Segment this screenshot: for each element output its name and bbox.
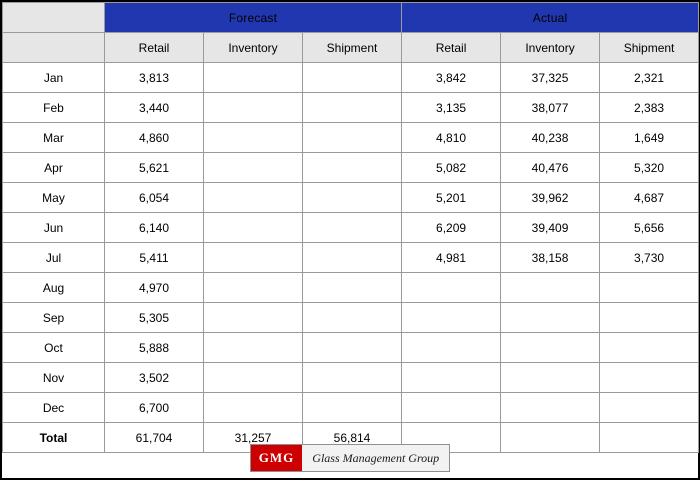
forecast-group-header: Forecast (105, 3, 402, 33)
actual-retail-cell: 3,135 (402, 93, 501, 123)
actual-inventory-cell: 40,476 (501, 153, 600, 183)
actual-shipment-cell: 2,321 (600, 63, 699, 93)
actual-inventory-cell: 39,409 (501, 213, 600, 243)
table-row (3, 243, 699, 273)
forecast-inventory-cell (204, 183, 303, 213)
actual-inventory-cell (501, 273, 600, 303)
table-row (3, 393, 699, 423)
table-header (3, 3, 699, 63)
table-row (3, 93, 699, 123)
row-month-label: Jan (3, 63, 105, 93)
actual-shipment-cell (600, 273, 699, 303)
actual-shipment-cell: 2,383 (600, 93, 699, 123)
table-row (3, 63, 699, 93)
forecast-inventory-cell (204, 333, 303, 363)
forecast-retail-header: Retail (105, 33, 204, 63)
total-label: Total (3, 423, 105, 453)
forecast-shipment-cell (303, 63, 402, 93)
table-row (3, 273, 699, 303)
forecast-retail-cell: 3,440 (105, 93, 204, 123)
actual-inventory-cell (501, 363, 600, 393)
forecast-retail-cell: 3,813 (105, 63, 204, 93)
actual-retail-cell: 4,810 (402, 123, 501, 153)
forecast-retail-cell: 6,054 (105, 183, 204, 213)
row-month-label: Dec (3, 393, 105, 423)
forecast-shipment-header: Shipment (303, 33, 402, 63)
actual-shipment-cell (600, 363, 699, 393)
group-header-row (3, 3, 699, 33)
forecast-shipment-cell (303, 183, 402, 213)
actual-retail-cell: 5,201 (402, 183, 501, 213)
actual-shipment-cell: 1,649 (600, 123, 699, 153)
row-month-label: Feb (3, 93, 105, 123)
column-header-row (3, 33, 699, 63)
row-month-label: Oct (3, 333, 105, 363)
actual-inventory-cell: 38,158 (501, 243, 600, 273)
actual-shipment-cell: 4,687 (600, 183, 699, 213)
table-body (3, 63, 699, 453)
forecast-actual-table (2, 2, 699, 453)
forecast-shipment-cell (303, 243, 402, 273)
forecast-inventory-cell (204, 93, 303, 123)
row-month-label: Mar (3, 123, 105, 153)
actual-shipment-cell: 3,730 (600, 243, 699, 273)
table-row (3, 183, 699, 213)
actual-retail-cell (402, 393, 501, 423)
forecast-shipment-cell (303, 213, 402, 243)
actual-shipment-cell (600, 303, 699, 333)
forecast-shipment-cell (303, 363, 402, 393)
row-month-label: Jul (3, 243, 105, 273)
forecast-retail-cell: 5,305 (105, 303, 204, 333)
actual-retail-cell: 5,082 (402, 153, 501, 183)
actual-inventory-cell: 37,325 (501, 63, 600, 93)
table-row (3, 123, 699, 153)
forecast-shipment-cell (303, 303, 402, 333)
actual-retail-cell: 6,209 (402, 213, 501, 243)
forecast-inventory-cell (204, 273, 303, 303)
actual-retail-cell (402, 273, 501, 303)
forecast-inventory-header: Inventory (204, 33, 303, 63)
actual-inventory-header: Inventory (501, 33, 600, 63)
forecast-inventory-cell (204, 123, 303, 153)
actual-shipment-header: Shipment (600, 33, 699, 63)
row-month-label: Apr (3, 153, 105, 183)
actual-retail-header: Retail (402, 33, 501, 63)
forecast-shipment-cell (303, 123, 402, 153)
row-month-label: Jun (3, 213, 105, 243)
table-row (3, 213, 699, 243)
forecast-retail-cell: 5,888 (105, 333, 204, 363)
total-forecast-shipment: 56,814 (303, 423, 402, 453)
forecast-inventory-cell (204, 213, 303, 243)
logo-mark: GMG (251, 445, 303, 471)
actual-shipment-cell: 5,656 (600, 213, 699, 243)
forecast-shipment-cell (303, 153, 402, 183)
actual-inventory-cell (501, 303, 600, 333)
corner-cell (3, 3, 105, 33)
row-month-label: May (3, 183, 105, 213)
forecast-shipment-cell (303, 273, 402, 303)
table-row (3, 303, 699, 333)
table-row (3, 363, 699, 393)
logo-box (250, 444, 450, 472)
actual-inventory-cell: 40,238 (501, 123, 600, 153)
actual-group-header: Actual (402, 3, 699, 33)
row-month-label: Aug (3, 273, 105, 303)
company-logo (2, 444, 698, 472)
row-month-label: Nov (3, 363, 105, 393)
actual-retail-cell: 4,981 (402, 243, 501, 273)
forecast-retail-cell: 4,970 (105, 273, 204, 303)
forecast-retail-cell: 5,411 (105, 243, 204, 273)
forecast-retail-cell: 4,860 (105, 123, 204, 153)
forecast-shipment-cell (303, 333, 402, 363)
forecast-inventory-cell (204, 63, 303, 93)
forecast-retail-cell: 6,140 (105, 213, 204, 243)
forecast-retail-cell: 3,502 (105, 363, 204, 393)
actual-retail-cell (402, 363, 501, 393)
actual-inventory-cell: 38,077 (501, 93, 600, 123)
logo-company-name: Glass Management Group (302, 445, 449, 471)
actual-shipment-cell: 5,320 (600, 153, 699, 183)
actual-shipment-cell (600, 333, 699, 363)
table-row (3, 333, 699, 363)
actual-inventory-cell (501, 393, 600, 423)
forecast-retail-cell: 5,621 (105, 153, 204, 183)
forecast-inventory-cell (204, 393, 303, 423)
total-forecast-inventory: 31,257 (204, 423, 303, 453)
forecast-shipment-cell (303, 93, 402, 123)
forecast-retail-cell: 6,700 (105, 393, 204, 423)
forecast-inventory-cell (204, 153, 303, 183)
forecast-inventory-cell (204, 303, 303, 333)
table-row (3, 153, 699, 183)
actual-retail-cell: 3,842 (402, 63, 501, 93)
total-forecast-retail: 61,704 (105, 423, 204, 453)
month-column-header (3, 33, 105, 63)
actual-inventory-cell (501, 333, 600, 363)
row-month-label: Sep (3, 303, 105, 333)
forecast-shipment-cell (303, 393, 402, 423)
forecast-inventory-cell (204, 243, 303, 273)
actual-shipment-cell (600, 393, 699, 423)
actual-retail-cell (402, 303, 501, 333)
actual-inventory-cell: 39,962 (501, 183, 600, 213)
actual-retail-cell (402, 333, 501, 363)
forecast-inventory-cell (204, 363, 303, 393)
